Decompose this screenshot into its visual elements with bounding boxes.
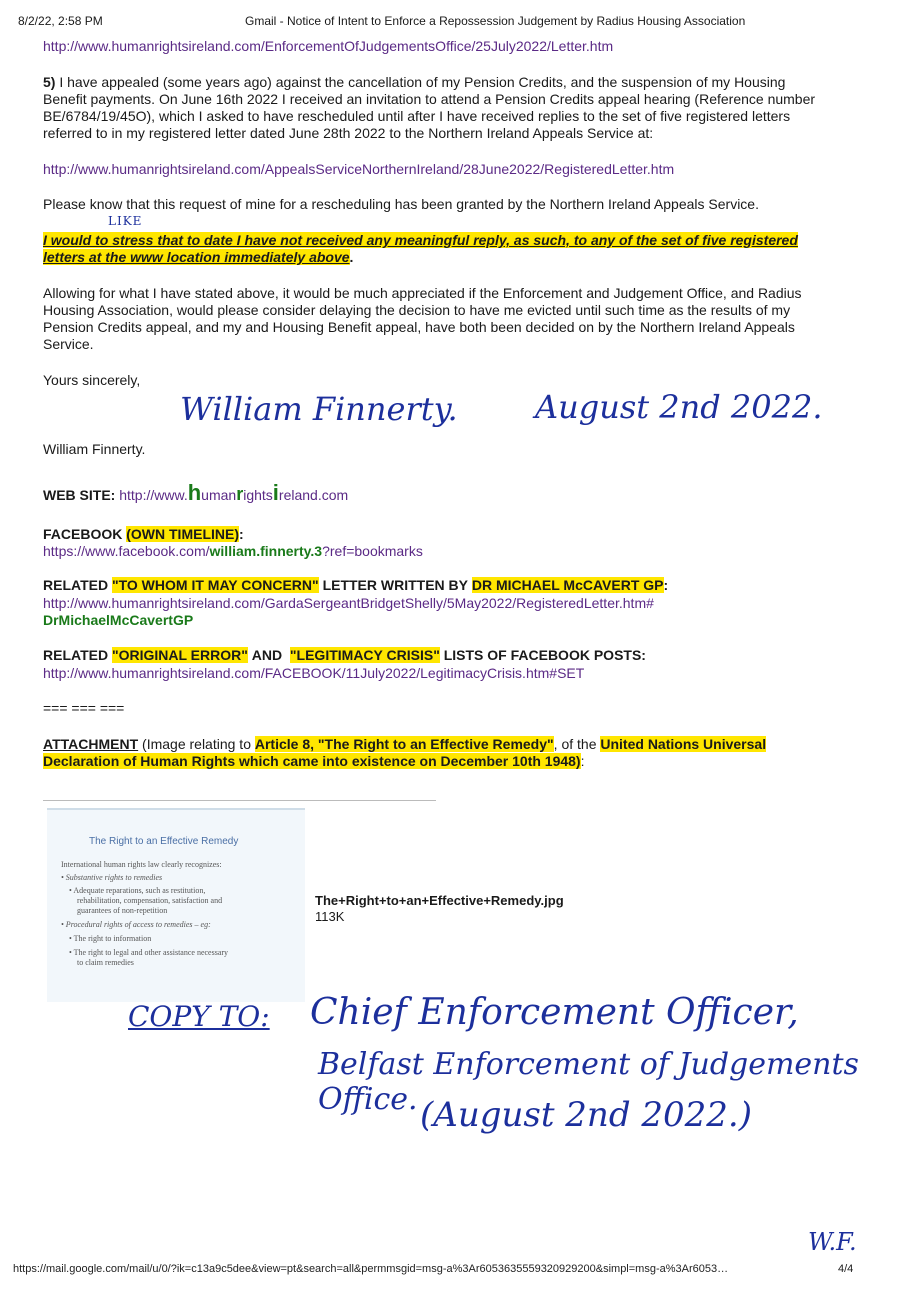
footer-url: https://mail.google.com/mail/u/0/?ik=c13a9c5dee&view=pt&search=all&permmsgid=msg-a%3Ar6053635559320929200&simpl=msg-a%3Ar6053… xyxy=(13,1263,729,1275)
facebook-url-post: ?ref=bookmarks xyxy=(322,543,423,559)
separator: === === === xyxy=(43,700,125,716)
related-letter-link[interactable]: http://www.humanrightsireland.com/GardaSergeantBridgetShelly/5May2022/RegisteredLetter.htm# xyxy=(43,595,654,611)
attachment-label: ATTACHMENT xyxy=(43,736,139,752)
attachment-d: United Nations Universal Declaration of Human Rights which came into existence on December 10th 1948) xyxy=(43,736,767,769)
thumbnail-line: International human rights law clearly recognizes: xyxy=(61,860,222,869)
attachment-c: , of the xyxy=(553,736,601,752)
thumbnail-title: The Right to an Effective Remedy xyxy=(89,836,239,847)
footer-page-number: 4/4 xyxy=(838,1263,854,1275)
website-part-reland: reland.com xyxy=(278,487,349,503)
paragraph-5 xyxy=(43,74,823,142)
related-letter-heading xyxy=(43,577,823,594)
paragraph-stress xyxy=(43,232,823,266)
facebook-url-pre: https://www.facebook.com/ xyxy=(43,543,210,559)
handwritten-recipient-line-1: Chief Enforcement Officer, xyxy=(310,992,799,1033)
paragraph-reschedule: Please know that this request of mine for a rescheduling has been granted by the Northern Ireland Appeals Service. xyxy=(43,196,759,212)
facebook-label: FACEBOOK xyxy=(43,526,123,542)
related1-e: : xyxy=(663,577,669,593)
facebook-heading xyxy=(43,526,823,543)
related1-c: LETTER WRITTEN BY xyxy=(322,577,468,593)
thumbnail-line: • The right to legal and other assistance necessary xyxy=(69,948,229,957)
website-label: WEB SITE: xyxy=(43,487,116,503)
handwritten-signature-date: August 2nd 2022. xyxy=(535,388,823,426)
print-title: Gmail - Notice of Intent to Enforce a Repossession Judgement by Radius Housing Association xyxy=(245,14,746,28)
thumbnail-line: • Procedural rights of access to remedies – eg: xyxy=(61,920,211,929)
link-enforcement-office[interactable]: http://www.humanrightsireland.com/EnforcementOfJudgementsOffice/25July2022/Letter.htm xyxy=(43,38,614,54)
stress-text: I would to stress that to date I have not received any meaningful reply, as such, to any of the set of five registered letters at the www location immediately above xyxy=(43,232,798,265)
thumbnail-line: to claim remedies xyxy=(77,958,134,967)
attachment-divider xyxy=(43,800,436,801)
website-prefix: http://www. xyxy=(119,487,188,503)
sender-name: William Finnerty. xyxy=(43,441,146,457)
related2-b: "ORIGINAL ERROR" xyxy=(111,647,248,663)
related-lists-heading xyxy=(43,647,823,664)
thumbnail-line: guarantees of non-repetition xyxy=(77,906,168,915)
closing-text: Yours sincerely, xyxy=(43,372,141,388)
website-part-uman: uman xyxy=(201,487,237,503)
website-letter-h: h xyxy=(187,480,202,505)
facebook-url-user: william.finnerty.3 xyxy=(209,543,323,559)
website-link[interactable] xyxy=(119,480,349,505)
print-datetime: 8/2/22, 2:58 PM xyxy=(18,14,103,28)
handwritten-copy-to: COPY TO: xyxy=(128,1000,270,1033)
related2-a: RELATED xyxy=(43,647,109,663)
facebook-own-timeline: (OWN TIMELINE) xyxy=(126,526,239,542)
related1-b: "TO WHOM IT MAY CONCERN" xyxy=(111,577,319,593)
facebook-colon: : xyxy=(239,526,244,542)
related2-d: "LEGITIMACY CRISIS" xyxy=(289,647,440,663)
thumbnail-line: • Substantive rights to remedies xyxy=(61,873,163,882)
handwritten-signature: William Finnerty. xyxy=(180,390,458,428)
website-letter-r: r xyxy=(236,484,244,504)
facebook-link[interactable] xyxy=(43,543,823,560)
attachment-filename[interactable]: The+Right+to+an+Effective+Remedy.jpg xyxy=(315,893,564,908)
related-letter-anchor[interactable]: DrMichaelMcCavertGP xyxy=(43,612,194,628)
website-line xyxy=(43,480,823,505)
handwritten-like: LIKE xyxy=(108,214,143,228)
stress-end: . xyxy=(349,249,354,265)
attachment-b: Article 8, "The Right to an Effective Remedy" xyxy=(254,736,554,752)
handwritten-recipient-line-2: Belfast Enforcement of Judgements Office. xyxy=(318,1047,859,1117)
related2-c: AND xyxy=(251,647,283,663)
attachment-e: : xyxy=(580,753,585,769)
thumbnail-line: • Adequate reparations, such as restitution, xyxy=(69,886,206,895)
related2-e: LISTS OF FACEBOOK POSTS: xyxy=(443,647,646,663)
related1-a: RELATED xyxy=(43,577,109,593)
thumbnail-line: rehabilitation, compensation, satisfaction and xyxy=(77,896,223,905)
attachment-size: 113K xyxy=(315,909,345,924)
related1-d: DR MICHAEL McCAVERT GP xyxy=(471,577,664,593)
thumbnail-line: • The right to information xyxy=(69,934,152,943)
attachment-a: (Image relating to xyxy=(138,736,255,752)
para5-text: I have appealed (some years ago) against the cancellation of my Pension Credits, and the suspension of my Housing Benefit payments. On June 16th 2022 I received an invitation to attend a Pension Credits appeal hearing (Reference number BE/6784/19/45O), which I asked to have rescheduled until after I have received replies to the set of five registered letters referred to in my registered letter dated June 28th 2022 to the Northern Ireland Appeals Service at: xyxy=(43,74,816,141)
para5-number: 5) xyxy=(43,74,56,90)
paragraph-allowing: Allowing for what I have stated above, it would be much appreciated if the Enforcement and Judgement Office, and Radius Housing Association, would please consider delaying the decision to have me evicted until such time as the results of my Pension Credits appeal, and my and Housing Benefit appeal, have both been decided on by the Northern Ireland Appeals Service. xyxy=(43,285,802,352)
website-letter-i: i xyxy=(272,480,279,505)
website-part-ights: ights xyxy=(243,487,273,503)
attachment-thumbnail[interactable] xyxy=(47,808,305,1002)
handwritten-recipient-line-3: (August 2nd 2022.) xyxy=(420,1095,752,1135)
attachment-heading xyxy=(43,736,823,770)
link-appeals-service[interactable]: http://www.humanrightsireland.com/AppealsServiceNorthernIreland/28June2022/RegisteredLetter.htm xyxy=(43,161,675,177)
handwritten-initials: W.F. xyxy=(808,1228,857,1256)
related-lists-link[interactable]: http://www.humanrightsireland.com/FACEBOOK/11July2022/LegitimacyCrisis.htm#SET xyxy=(43,665,585,681)
